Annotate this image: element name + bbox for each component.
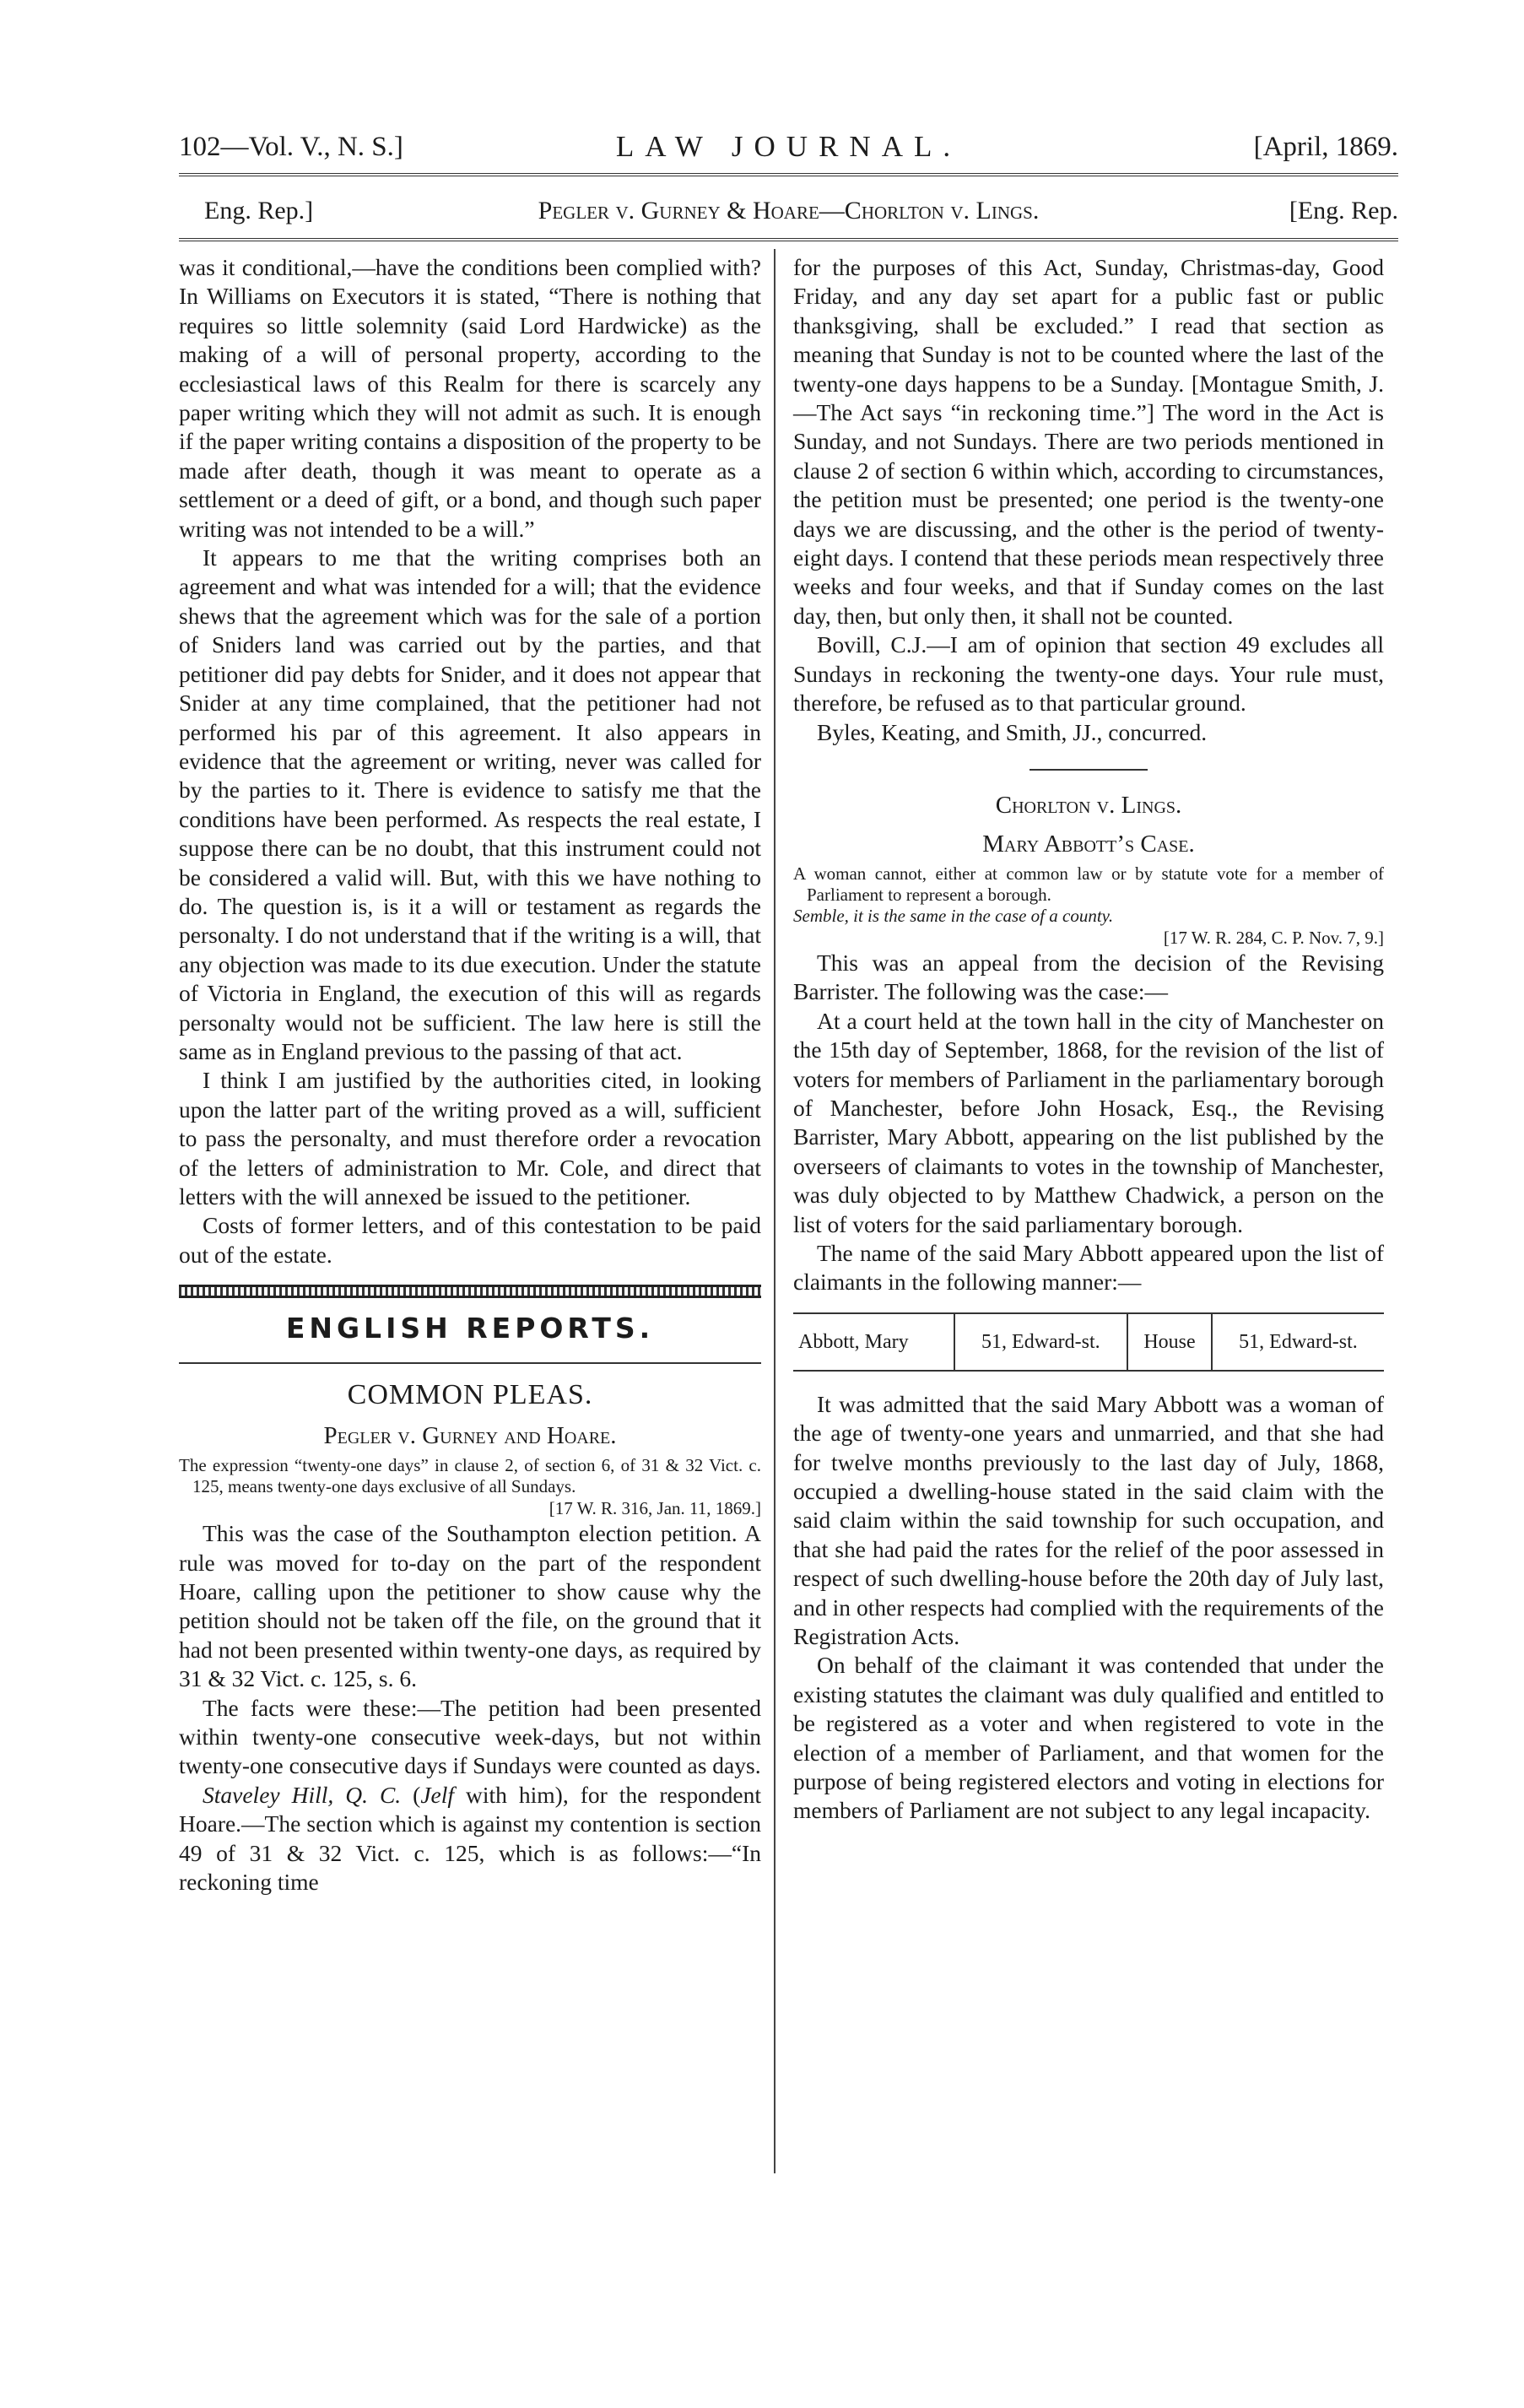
paren-open: ( <box>401 1781 421 1808</box>
argument-text: with him), for the respondent Hoare.—The section which is against my contention is section 49 of 31 & 32 Vict. c. 125, which is as follows:—“In reckoning time <box>179 1781 761 1896</box>
table-cell-name: Abbott, Mary <box>798 1330 909 1353</box>
case-title: Chorlton v. Lings. <box>995 791 1182 819</box>
concurrence-paragraph: Byles, Keating, and Smith, JJ., concurred. <box>817 718 1208 745</box>
paragraph: The facts were these:—The petition had been presented within twenty-one consecutive week-days, but not within twenty-one consecutive days if Sundays were counted as days. <box>179 1694 761 1779</box>
paragraph: It was admitted that the said Mary Abbott was a woman of the age of twenty-one years and unmarried, and that she had for twelve months previously to the last day of July, 1868, occupied a dwelling-house stated in the said claim with the said claim within the said township for such occupation, and that she had paid the rates for the relief of the poor assessed in respect of such dwelling-house before the 20th day of July last, and in other respects had complied with the requirements of the Registration Acts. <box>793 1390 1384 1650</box>
headnote <box>179 1455 761 1497</box>
ornamental-divider <box>179 1285 761 1298</box>
section-title: ENGLISH REPORTS. <box>285 1312 655 1345</box>
table-cell-address: 51, Edward-st. <box>954 1313 1127 1371</box>
report-series-right: [Eng. Rep. <box>1289 197 1398 225</box>
subhead-rule <box>179 238 1398 241</box>
court-heading: COMMON PLEAS. <box>347 1379 593 1411</box>
paragraph: This was an appeal from the decision of the Revising Barrister. The following was the case:— <box>793 949 1384 1005</box>
counsel-name: Staveley Hill, Q. C. <box>203 1781 402 1808</box>
header-rule <box>179 173 1398 176</box>
paragraph: The name of the said Mary Abbott appeared upon the list of claimants in the following manner:— <box>793 1239 1384 1296</box>
headnote-text: Semble, it is the same in the case of a county. <box>793 905 1114 926</box>
table-cell-qualification: House <box>1127 1313 1212 1371</box>
paragraph: was it conditional,—have the conditions been complied with? In Williams on Executors it is stated, “There is nothing that requires so little solemnity (said Lord Hardwicke) as the making of a will of personal property, according to the ecclesiastical laws of this Realm for there is scarcely any paper writing which they will not admit as such. It is enough if the paper writing contains a disposition of the property to be made after death, though it was meant to operate as a settlement or a deed of gift, or a bond, and though such paper writing was not intended to be a will.” <box>179 254 761 542</box>
claimant-table <box>793 1312 1384 1372</box>
case-running-title: Pegler v. Gurney & Hoare—Chorlton v. Lings. <box>538 197 1040 225</box>
running-head <box>179 128 1398 165</box>
case-subtitle: Mary Abbott’s Case. <box>982 830 1195 858</box>
paragraph <box>179 1781 761 1897</box>
headnote-text: The expression “twenty-one days” in clause 2, of section 6, of 31 & 32 Vict. c. 125, means twenty-one days exclusive of all Sundays. <box>179 1455 761 1497</box>
paragraph: Costs of former letters, and of this contestation to be paid out of the estate. <box>179 1212 761 1268</box>
sub-head <box>179 194 1398 228</box>
column-divider <box>774 249 776 2173</box>
judgment-paragraph: Bovill, C.J.—I am of opinion that section 49 excludes all Sundays in reckoning the twenty-one days. Your rule must, therefore, be refused as to that particular ground. <box>793 631 1384 717</box>
headnote <box>793 863 1384 927</box>
table-cell-property: 51, Edward-st. <box>1212 1313 1384 1371</box>
headnote-text: A woman cannot, either at common law or by statute vote for a member of Parliament to represent a borough. <box>793 863 1384 905</box>
paragraph: It appears to me that the writing comprises both an agreement and what was intended for a will; that the evidence shews that the agreement which was for the sale of a portion of Sniders land was carried out by the parties, and that petitioner did pay debts for Snider, and it does not appear that Snider at any time complained, that the petitioner had not performed his par of this agreement. It also appears in evidence that the agreement or writing, never was called for by the parties to it. There is evidence to satisfy me that the conditions have been performed. As respects the real estate, I suppose there can be no doubt, that this instrument could not be considered a valid will. But, with this we have nothing to do. The question is, is it a will or testament as regards the personalty. I do not understand that if the writing is a will, that any objection was made to its due execution. Under the statute of Victoria in England, the execution of this will as regards personalty would not be sufficient. The law here is still the same as in England previous to the passing of that act. <box>179 544 761 1064</box>
section-rule <box>179 1362 761 1364</box>
paragraph: I think I am justified by the authorities cited, in looking upon the latter part of the writing proved as a will, sufficient to pass the personalty, and must therefore order a revocation of the letters of administration to Mr. Cole, and direct that letters with the will annexed be issued to the petitioner. <box>179 1067 761 1209</box>
junior-counsel-name: Jelf <box>420 1781 455 1808</box>
case-title: Pegler v. Gurney and Hoare. <box>323 1422 617 1450</box>
report-series-left: Eng. Rep.] <box>204 197 314 225</box>
left-column <box>179 253 761 1897</box>
journal-title: LAW JOURNAL. <box>615 130 962 163</box>
page-number-volume: 102—Vol. V., N. S.] <box>179 132 403 162</box>
paragraph: for the purposes of this Act, Sunday, Christmas-day, Good Friday, and any day set apart for a public fast or public thanksgiving, shall be excluded.” I read that section as meaning that Sunday is not to be counted where the last of the twenty-one days happens to be a Sunday. [Montague Smith, J.—The Act says “in reckoning time.”] The word in the Act is Sunday, and not Sundays. There are two periods mentioned in clause 2 of section 6 within which, according to circumstances, the petition must be presented; one period is the twenty-one days we are discussing, and the other is the period of twenty-eight days. I contend that these periods mean respectively three weeks and four weeks, and that if Sunday comes on the last day, then, but only then, it shall not be counted. <box>793 254 1384 629</box>
issue-date: [April, 1869. <box>1253 132 1398 162</box>
paragraph: This was the case of the Southampton election petition. A rule was moved for to-day on the part of the respondent Hoare, calling upon the petitioner to show cause why the petition should not be taken off the file, on the ground that it had not been presented within twenty-one days, as required by 31 & 32 Vict. c. 125, s. 6. <box>179 1520 761 1692</box>
case-citation: [17 W. R. 316, Jan. 11, 1869.] <box>549 1498 761 1519</box>
case-separator <box>1030 769 1148 771</box>
paragraph: On behalf of the claimant it was contended that under the existing statutes the claimant was duly qualified and entitled to be registered as a voter and when registered to vote in the election of a member of Parliament, and that women for the purpose of being registered electors and voting in elections for members of Parliament are not subject to any legal incapacity. <box>793 1652 1384 1824</box>
right-column <box>793 253 1384 1826</box>
case-citation: [17 W. R. 284, C. P. Nov. 7, 9.] <box>1163 927 1384 948</box>
table-row <box>793 1313 1384 1371</box>
paragraph: At a court held at the town hall in the city of Manchester on the 15th day of September, 1868, for the revision of the list of voters for members of Parliament in the parliamentary borough of Manchester, before John Hosack, Esq., the Revising Barrister, Mary Abbott, appearing on the list published by the overseers of claimants to votes in the township of Manchester, was duly objected to by Matthew Chadwick, a person on the list of voters for the said parliamentary borough. <box>793 1007 1384 1237</box>
